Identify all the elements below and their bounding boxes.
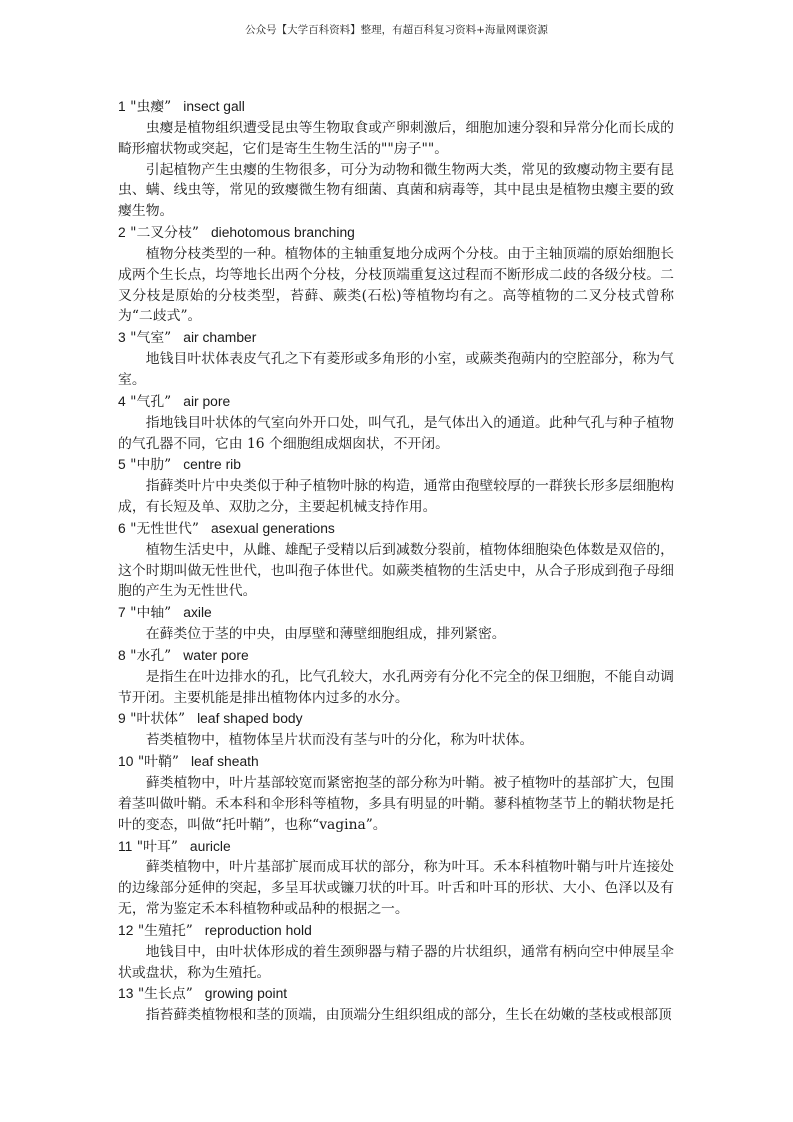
term-chinese: "二叉分枝” [130, 225, 199, 242]
term-number: 12 [118, 921, 134, 938]
term-chinese: "叶鞘” [137, 754, 179, 771]
term-definition: 在藓类位于茎的中央，由厚壁和薄壁细胞组成，排列紧密。 [145, 626, 506, 643]
page-header: 公众号【大学百科资料】整理，有超百科复习资料+海量网课资源 [245, 24, 548, 36]
term-definition: 藓类植物中，叶片基部较宽而紧密抱茎的部分称为叶鞘。被子植物叶的基部扩大，包围着茎叫做叶鞘。禾本科和伞形科等植物，多具有明显的叶鞘。蓼科植物茎节上的鞘状物是托叶的变态，叫做“托叶鞘”，也称“vagina”。 [118, 775, 674, 833]
term-english: growing point [204, 985, 288, 1002]
term-number: 3 [118, 329, 126, 346]
term-number: 10 [118, 753, 134, 770]
term-number: 8 [118, 646, 126, 663]
term-definition: 指地钱目叶状体的气室向外开口处，叫气孔，是气体出入的通道。此种气孔与种子植物的气孔器不同，它由 16 个细胞组成烟囱状，不开闭。 [118, 414, 674, 452]
term-number: 11 [118, 837, 133, 854]
term-heading [118, 454, 674, 476]
term-english: diehotomous branching [210, 224, 355, 241]
term-number: 1 [118, 98, 126, 114]
term-english: air chamber [183, 329, 257, 346]
term-heading [118, 518, 674, 540]
term-number: 5 [118, 456, 126, 473]
term-heading [118, 983, 674, 1005]
term-definition: 指苔藓类植物根和茎的顶端，由顶端分生组织组成的部分，生长在幼嫩的茎枝或根部顶 [145, 1007, 672, 1024]
term-english: reproduction hold [204, 921, 312, 938]
term-english: insect gall [183, 98, 245, 114]
term-english: leaf sheath [190, 753, 259, 770]
term-english: asexual generations [210, 519, 335, 536]
term-english: leaf shaped body [197, 710, 303, 727]
term-chinese: "气室” [130, 330, 172, 347]
term-definition: 虫瘿是植物组织遭受昆虫等生物取食或产卵刺激后，细胞加速分裂和异常分化而长成的畸形瘤状物或突起，它们是寄生生物生活的""房子""。 [118, 119, 674, 157]
term-heading [118, 327, 674, 349]
term-heading [118, 645, 674, 667]
term-definition: 植物分枝类型的一种。植物体的主轴重复地分成两个分枝。由于主轴顶端的原始细胞长成两个生长点，均等地长出两个分枝，分枝顶端重复这过程而不断形成二歧的各级分枝。二叉分枝是原始的分枝类型，苔藓、蕨类(石松)等植物均有之。高等植物的二叉分枝式曾称为“二歧式”。 [118, 245, 674, 325]
term-number: 2 [118, 224, 126, 241]
term-chinese: "叶耳” [136, 838, 178, 855]
term-english: water pore [183, 646, 249, 663]
term-heading [118, 602, 674, 624]
term-chinese: "叶状体” [130, 711, 186, 728]
term-definition: 苔类植物中，植物体呈片状而没有茎与叶的分化，称为叶状体。 [145, 732, 534, 749]
term-heading [118, 751, 674, 773]
term-heading [118, 391, 674, 413]
term-number: 13 [118, 985, 134, 1002]
term-heading [118, 222, 674, 244]
term-definition: 地钱目中，由叶状体形成的着生颈卵器与精子器的片状组织，通常有柄向空中伸展呈伞状或盘状，称为生殖托。 [118, 943, 674, 981]
term-number: 7 [118, 604, 126, 621]
term-chinese: "水孔” [130, 647, 172, 664]
term-number: 6 [118, 519, 126, 536]
term-heading [118, 836, 674, 858]
term-chinese: "生殖托” [137, 922, 193, 939]
glossary-content [118, 96, 674, 1026]
term-chinese: "虫瘿” [130, 99, 172, 115]
term-english: axile [183, 604, 212, 621]
term-definition: 藓类植物中，叶片基部扩展而成耳状的部分，称为叶耳。禾本科植物叶鞘与叶片连接处的边缘部分延伸的突起，多呈耳状或镰刀状的叶耳。叶舌和叶耳的形状、大小、色泽以及有无，常为鉴定禾本科植物种或品种的根据之一。 [118, 859, 674, 918]
term-definition: 指藓类叶片中央类似于种子植物叶脉的构造，通常由孢壁较厚的一群狭长形多层细胞构成，有长短及单、双肋之分，主要起机械支持作用。 [118, 478, 674, 516]
term-definition: 是指生在叶边排水的孔，比气孔较大，水孔两旁有分化不完全的保卫细胞，不能自动调节开闭。主要机能是排出植物体内过多的水分。 [118, 668, 674, 706]
term-number: 9 [118, 710, 126, 727]
term-english: auricle [189, 837, 231, 854]
term-english: air pore [183, 392, 231, 409]
term-definition: 植物生活史中，从雌、雄配子受精以后到减数分裂前，植物体细胞染色体数是双倍的，这个时期叫做无性世代，也叫孢子体世代。如蕨类植物的生活史中，从合子形成到孢子母细胞的产生为无性世代。 [118, 541, 674, 600]
term-chinese: "无性世代” [130, 520, 199, 537]
term-english: centre rib [183, 456, 241, 473]
term-chinese: "中轴” [130, 605, 172, 622]
term-definition: 地钱目叶状体表皮气孔之下有菱形或多角形的小室，或蕨类孢蒴内的空腔部分，称为气室。 [118, 351, 674, 388]
term-definition: 引起植物产生虫瘿的生物很多，可分为动物和微生物两大类，常见的致瘿动物主要有昆虫、螨、线虫等，常见的致瘿微生物有细菌、真菌和病毒等，其中昆虫是植物虫瘿主要的致瘿生物。 [118, 161, 674, 220]
term-heading [118, 708, 674, 730]
term-chinese: "中肋” [130, 457, 172, 474]
term-heading [118, 920, 674, 942]
term-heading [118, 96, 674, 118]
term-chinese: "生长点” [137, 986, 193, 1003]
term-number: 4 [118, 392, 126, 409]
term-chinese: "气孔” [130, 393, 172, 410]
